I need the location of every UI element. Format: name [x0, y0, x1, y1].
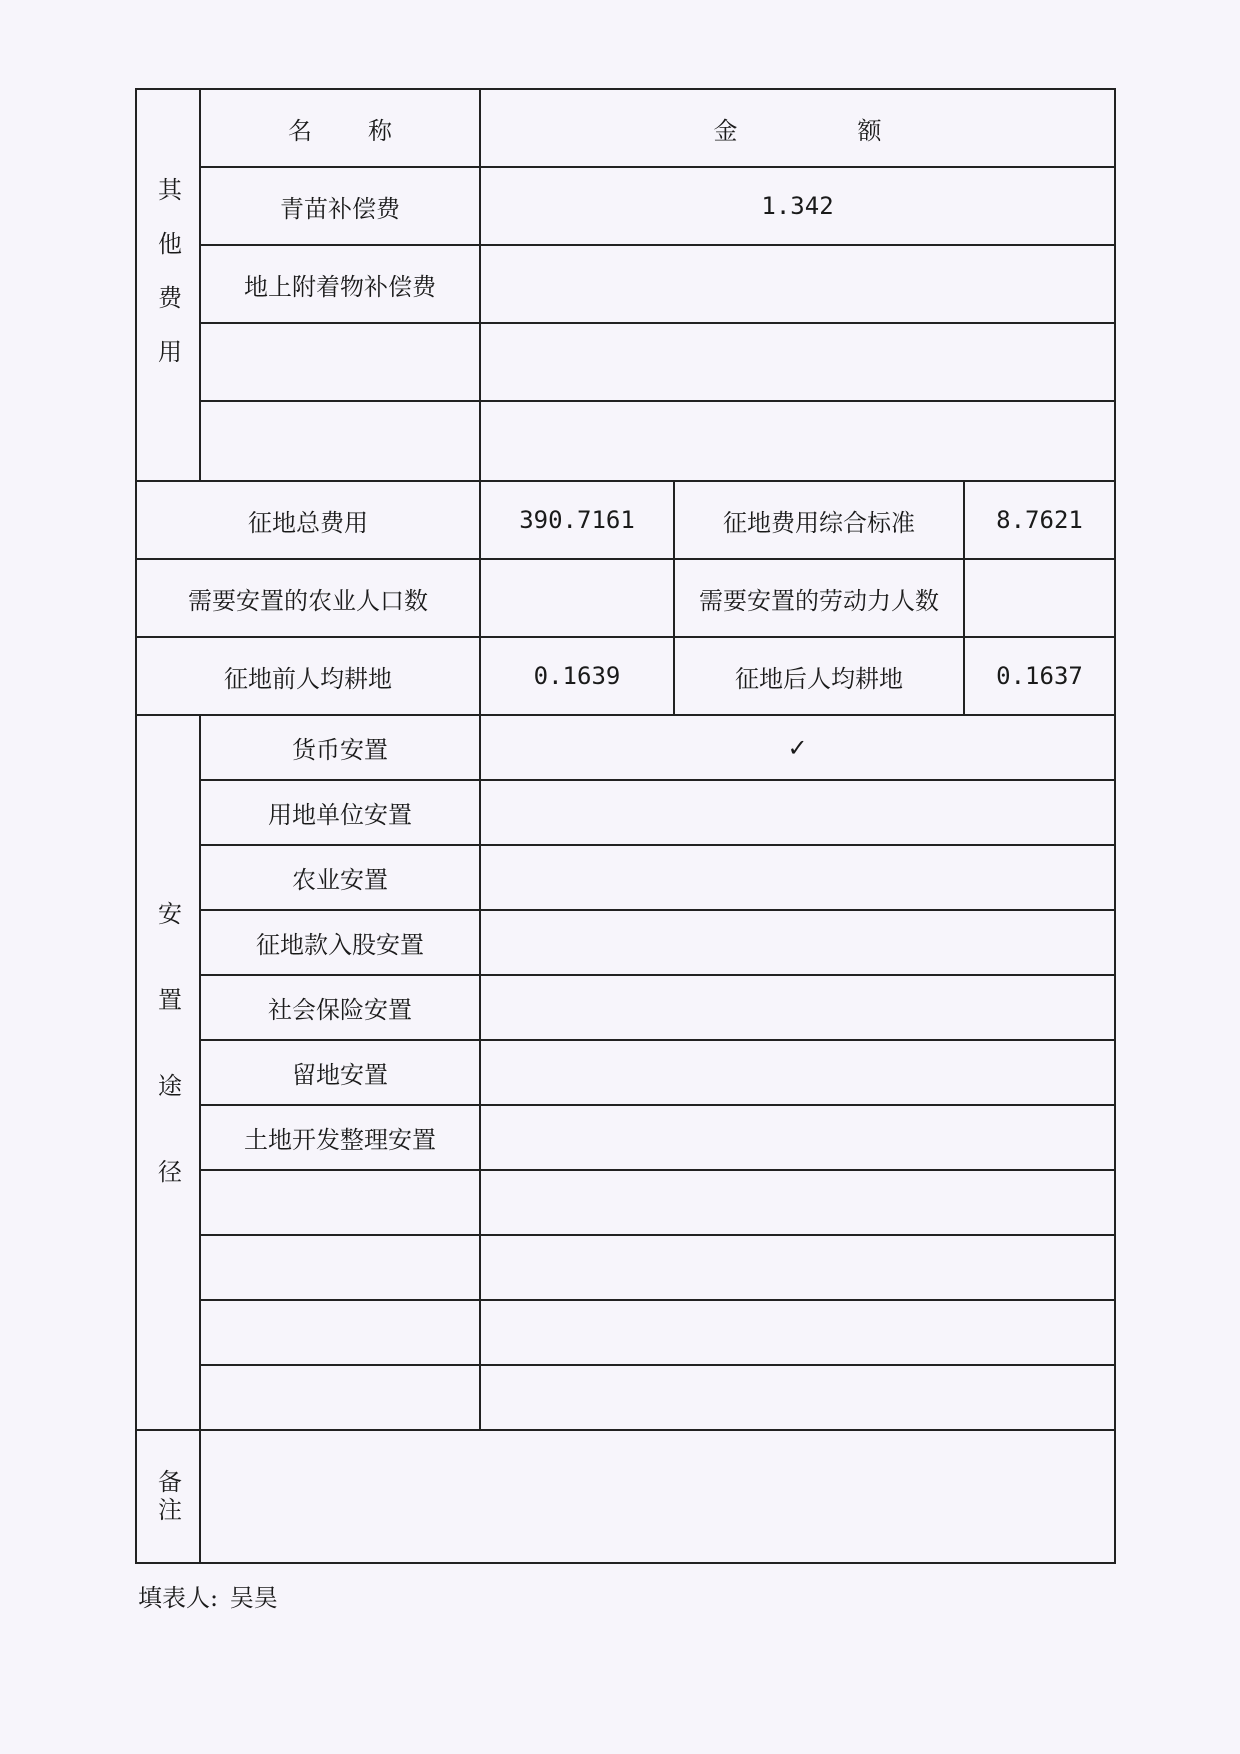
resettlement-mark-cell: [480, 975, 1115, 1040]
header-amount: [480, 89, 1115, 167]
remarks-label: 备注: [136, 1430, 200, 1563]
labor-value: [964, 559, 1115, 637]
resettlement-name-cell: 征地款入股安置: [200, 910, 480, 975]
labor-label: 需要安置的劳动力人数: [674, 559, 964, 637]
standard-label: 征地费用综合标准: [674, 481, 964, 559]
land-acquisition-form: [135, 88, 1116, 1564]
fee-amount-cell: [480, 401, 1115, 481]
resettlement-mark-cell: [480, 1235, 1115, 1300]
resettlement-name-cell: 用地单位安置: [200, 780, 480, 845]
resettlement-mark-cell: [480, 910, 1115, 975]
standard-value: 8.7621: [964, 481, 1115, 559]
header-name-text: 名称: [288, 116, 448, 145]
fee-amount-cell: [480, 245, 1115, 323]
total-cost-value: 390.7161: [480, 481, 674, 559]
header-amount-text: 金额: [713, 116, 1002, 145]
resettlement-name-cell: [200, 1300, 480, 1365]
resettlement-name-cell: [200, 1235, 480, 1300]
other-fees-section-label: 其他费用: [136, 89, 200, 481]
after-label: 征地后人均耕地: [674, 637, 964, 715]
before-label: 征地前人均耕地: [136, 637, 480, 715]
resettlement-section-label: 安置途径: [136, 715, 200, 1430]
header-name: [200, 89, 480, 167]
resettlement-name-cell: [200, 1170, 480, 1235]
resettlement-mark-cell: [480, 1105, 1115, 1170]
resettlement-mark-cell: [480, 1365, 1115, 1430]
fee-name-cell: 青苗补偿费: [200, 167, 480, 245]
agri-pop-label: 需要安置的农业人口数: [136, 559, 480, 637]
form-footer: [138, 1578, 282, 1613]
agri-pop-value: [480, 559, 674, 637]
resettlement-mark-cell: ✓: [480, 715, 1115, 780]
fee-name-cell: [200, 323, 480, 401]
resettlement-mark-cell: [480, 845, 1115, 910]
fee-amount-cell: 1.342: [480, 167, 1115, 245]
resettlement-mark-cell: [480, 1170, 1115, 1235]
total-cost-label: 征地总费用: [136, 481, 480, 559]
resettlement-mark-cell: [480, 1300, 1115, 1365]
fee-amount-cell: [480, 323, 1115, 401]
resettlement-mark-cell: [480, 780, 1115, 845]
resettlement-mark-cell: [480, 1040, 1115, 1105]
fee-name-cell: [200, 401, 480, 481]
before-value: 0.1639: [480, 637, 674, 715]
filler-label: 填表人:: [138, 1584, 219, 1612]
resettlement-name-cell: 货币安置: [200, 715, 480, 780]
fee-name-cell: 地上附着物补偿费: [200, 245, 480, 323]
resettlement-name-cell: 农业安置: [200, 845, 480, 910]
resettlement-name-cell: 社会保险安置: [200, 975, 480, 1040]
resettlement-name-cell: 留地安置: [200, 1040, 480, 1105]
after-value: 0.1637: [964, 637, 1115, 715]
filler-name: 吴昊: [229, 1584, 278, 1612]
remarks-value: [200, 1430, 1115, 1563]
resettlement-name-cell: 土地开发整理安置: [200, 1105, 480, 1170]
resettlement-name-cell: [200, 1365, 480, 1430]
